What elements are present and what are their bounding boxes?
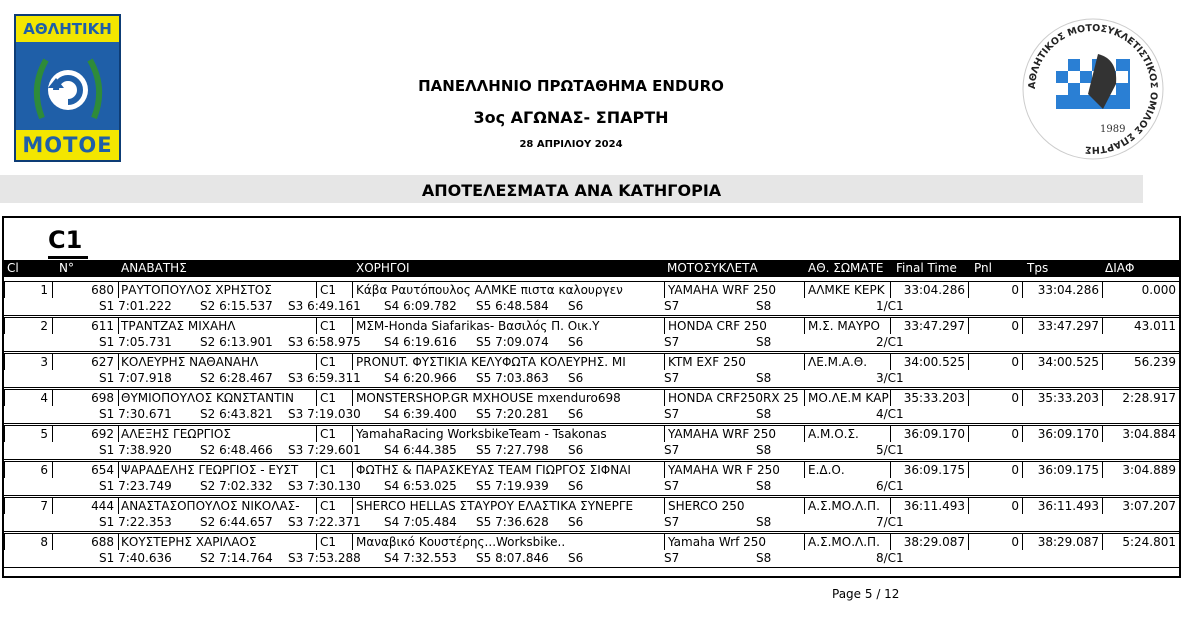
cell-pos: 3: [4, 353, 52, 370]
split-rank: 1/C1: [876, 299, 904, 313]
cell-club: ΑΛΜΚΕ ΚΕΡΚ: [804, 281, 890, 298]
cell-final: 36:09.175: [890, 461, 968, 478]
split-s1: S1 7:38.920: [99, 443, 172, 457]
table-row: [4, 353, 1179, 370]
cell-final: 34:00.525: [890, 353, 968, 370]
table-row: [4, 389, 1179, 406]
cell-pnl: 0: [968, 317, 1022, 334]
table-row: [4, 461, 1179, 478]
motoe-logo: [14, 14, 121, 162]
cell-club: Ε.Δ.Ο.: [804, 461, 890, 478]
split-s2: S2 7:14.764: [200, 551, 273, 565]
split-s5: S5 7:20.281: [476, 407, 549, 421]
cell-rider: ΑΝΑΣΤΑΣΟΠΟΥΛΟΣ ΝΙΚΟΛΑΣ-: [118, 497, 316, 514]
cell-diff: 56.239: [1102, 353, 1179, 370]
row-divider: [4, 531, 1179, 532]
cell-num: 680: [52, 281, 118, 298]
cell-pnl: 0: [968, 461, 1022, 478]
split-s3: S3 6:49.161: [288, 299, 361, 313]
split-s3: S3 6:58.975: [288, 335, 361, 349]
row-divider: [4, 351, 1179, 352]
split-times-row: [4, 406, 1179, 423]
cell-tps: 36:09.170: [1022, 425, 1102, 442]
cell-cls: C1: [316, 461, 352, 478]
split-s2: S2 6:13.901: [200, 335, 273, 349]
cell-club: ΛΕ.Μ.Α.Θ.: [804, 353, 890, 370]
cell-club: Α.Σ.ΜΟ.Λ.Π.: [804, 497, 890, 514]
table-row: [4, 317, 1179, 334]
cell-club: ΜΟ.ΛΕ.Μ ΚΑΡ: [804, 389, 890, 406]
cell-pnl: 0: [968, 425, 1022, 442]
split-rank: 8/C1: [876, 551, 904, 565]
row-divider: [4, 459, 1179, 460]
split-rank: 4/C1: [876, 407, 904, 421]
cell-final: 36:11.493: [890, 497, 968, 514]
emblem-ring-text: ΑΘΛΗΤΙΚΟΣ ΜΟΤΟΣΥΚΛΕΤΙΣΤΙΚΟΣ ΟΜΙΛΟΣ ΣΠΑΡΤΗΣ: [1026, 22, 1160, 156]
cell-cls: C1: [316, 281, 352, 298]
cell-pnl: 0: [968, 533, 1022, 550]
cell-num: 444: [52, 497, 118, 514]
split-s4: S4 6:39.400: [384, 407, 457, 421]
cell-num: 698: [52, 389, 118, 406]
table-row: [4, 425, 1179, 442]
cell-cls: C1: [316, 533, 352, 550]
laurel-arrow-icon: [28, 48, 108, 128]
page-number: Page 5 / 12: [832, 587, 900, 601]
col-sponsor: ΧΟΡΗΓΟΙ: [356, 261, 410, 275]
split-s6: S6: [568, 371, 584, 385]
split-s8: S8: [756, 479, 772, 493]
split-s7: S7: [664, 299, 680, 313]
col-club: ΑΘ. ΣΩΜΑΤΕ: [808, 261, 884, 275]
event-date: 28 ΑΠΡΙΛΙΟΥ 2024: [519, 139, 623, 150]
section-title: ΑΠΟΤΕΛΕΣΜΑΤΑ ΑΝΑ ΚΑΤΗΓΟΡΙΑ: [421, 181, 722, 200]
event-title: 3ος ΑΓΩΝΑΣ- ΣΠΑΡΤΗ: [473, 108, 669, 127]
cell-club: Μ.Σ. ΜΑΥΡΟ: [804, 317, 890, 334]
row-divider: [4, 495, 1179, 496]
row-divider: [4, 423, 1179, 424]
cell-pnl: 0: [968, 389, 1022, 406]
emblem-year: 1989: [1100, 124, 1126, 135]
cell-diff: 2:28.917: [1102, 389, 1179, 406]
category-underline: [48, 256, 88, 259]
split-times-row: [4, 514, 1179, 531]
split-s8: S8: [756, 299, 772, 313]
cell-num: 692: [52, 425, 118, 442]
cell-num: 688: [52, 533, 118, 550]
split-s6: S6: [568, 443, 584, 457]
split-s6: S6: [568, 299, 584, 313]
split-times-row: [4, 478, 1179, 495]
split-s4: S4 7:05.484: [384, 515, 457, 529]
cell-diff: 0.000: [1102, 281, 1179, 298]
split-times-row: [4, 550, 1179, 567]
col-rider: ΑΝΑΒΑΤΗΣ: [121, 261, 187, 275]
cell-club: Α.Σ.ΜΟ.Λ.Π.: [804, 533, 890, 550]
cell-final: 33:04.286: [890, 281, 968, 298]
split-s1: S1 7:22.353: [99, 515, 172, 529]
split-s4: S4 7:32.553: [384, 551, 457, 565]
cell-tps: 36:11.493: [1022, 497, 1102, 514]
cell-pos: 4: [4, 389, 52, 406]
cell-rider: ΚΟΥΣΤΕΡΗΣ ΧΑΡΙΛΑΟΣ: [118, 533, 316, 550]
split-rank: 7/C1: [876, 515, 904, 529]
cell-club: Α.Μ.Ο.Σ.: [804, 425, 890, 442]
cell-sponsor: ΦΩΤΗΣ & ΠΑΡΑΣΚΕΥΑΣ TEAM ΓΙΩΡΓΟΣ ΣΙΦΝΑΙ: [352, 461, 664, 478]
split-s1: S1 7:30.671: [99, 407, 172, 421]
cell-bike: YAMAHA WRF 250: [664, 281, 804, 298]
split-s8: S8: [756, 335, 772, 349]
cell-sponsor: ΜΣΜ-Honda Siafarikas- Βασιλός Π. Οικ.Υ: [352, 317, 664, 334]
cell-rider: ΘΥΜΙΟΠΟΥΛΟΣ ΚΩΝΣΤΑΝΤΙΝ: [118, 389, 316, 406]
split-s7: S7: [664, 443, 680, 457]
split-s4: S4 6:20.966: [384, 371, 457, 385]
logo-bottom-text: ΜΟΤΟΕ: [16, 130, 119, 160]
col-num: N°: [59, 261, 74, 275]
split-s2: S2 6:43.821: [200, 407, 273, 421]
cell-diff: 3:04.889: [1102, 461, 1179, 478]
cell-num: 654: [52, 461, 118, 478]
category-label: C1: [48, 226, 83, 254]
cell-rider: ΚΟΛΕΥΡΗΣ ΝΑΘΑΝΑΗΛ: [118, 353, 316, 370]
cell-rider: ΡΑΥΤΟΠΟΥΛΟΣ ΧΡΗΣΤΟΣ: [118, 281, 316, 298]
cell-final: 38:29.087: [890, 533, 968, 550]
cell-tps: 33:47.297: [1022, 317, 1102, 334]
split-s3: S3 7:22.371: [288, 515, 361, 529]
cell-final: 35:33.203: [890, 389, 968, 406]
cell-tps: 38:29.087: [1022, 533, 1102, 550]
split-s1: S1 7:40.636: [99, 551, 172, 565]
split-s6: S6: [568, 335, 584, 349]
cell-pos: 8: [4, 533, 52, 550]
cell-tps: 36:09.175: [1022, 461, 1102, 478]
split-times-row: [4, 442, 1179, 459]
cell-cls: C1: [316, 389, 352, 406]
split-s1: S1 7:05.731: [99, 335, 172, 349]
cell-bike: KTM EXF 250: [664, 353, 804, 370]
cell-tps: 35:33.203: [1022, 389, 1102, 406]
cell-bike: Yamaha Wrf 250: [664, 533, 804, 550]
cell-bike: HONDA CRF 250: [664, 317, 804, 334]
logo-top-text: ΑΘΛΗΤΙΚΗ: [16, 16, 119, 42]
split-rank: 2/C1: [876, 335, 904, 349]
split-s3: S3 7:19.030: [288, 407, 361, 421]
cell-rider: ΑΛΕΞΗΣ ΓΕΩΡΓΙΟΣ: [118, 425, 316, 442]
split-times-row: [4, 334, 1179, 351]
split-s6: S6: [568, 407, 584, 421]
cell-diff: 5:24.801: [1102, 533, 1179, 550]
split-s8: S8: [756, 515, 772, 529]
split-s5: S5 7:36.628: [476, 515, 549, 529]
cell-pos: 2: [4, 317, 52, 334]
split-s8: S8: [756, 407, 772, 421]
split-s7: S7: [664, 479, 680, 493]
split-s7: S7: [664, 515, 680, 529]
split-rank: 6/C1: [876, 479, 904, 493]
cell-bike: HONDA CRF250RX 25: [664, 389, 804, 406]
split-s8: S8: [756, 551, 772, 565]
cell-bike: SHERCO 250: [664, 497, 804, 514]
cell-sponsor: YamahaRacing WorksbikeTeam - Tsakonas: [352, 425, 664, 442]
cell-tps: 34:00.525: [1022, 353, 1102, 370]
split-s6: S6: [568, 479, 584, 493]
split-s5: S5 7:27.798: [476, 443, 549, 457]
cell-rider: ΨΑΡΑΔΕΛΗΣ ΓΕΩΡΓΙΟΣ - ΕΥΣΤ: [118, 461, 316, 478]
split-s3: S3 7:53.288: [288, 551, 361, 565]
cell-sponsor: SHERCO HELLAS ΣΤΑΥΡΟΥ ΕΛΑΣΤΙΚΑ ΣΥΝΕΡΓΕ: [352, 497, 664, 514]
cell-pos: 1: [4, 281, 52, 298]
cell-pos: 7: [4, 497, 52, 514]
split-s2: S2 6:15.537: [200, 299, 273, 313]
col-pnl: Pnl: [974, 261, 992, 275]
cell-num: 611: [52, 317, 118, 334]
cell-tps: 33:04.286: [1022, 281, 1102, 298]
row-divider: [4, 567, 1179, 568]
cell-cls: C1: [316, 353, 352, 370]
col-bike: ΜΟΤΟΣΥΚΛΕΤΑ: [667, 261, 758, 275]
table-row: [4, 281, 1179, 298]
cell-final: 36:09.170: [890, 425, 968, 442]
col-final: Final Time: [896, 261, 957, 275]
split-s8: S8: [756, 443, 772, 457]
split-s7: S7: [664, 407, 680, 421]
cell-pos: 6: [4, 461, 52, 478]
cell-sponsor: MONSTERSHOP.GR MXHOUSE mxenduro698: [352, 389, 664, 406]
cell-rider: ΤΡΑΝΤΖΑΣ ΜΙΧΑΗΛ: [118, 317, 316, 334]
cell-diff: 3:04.884: [1102, 425, 1179, 442]
table-header: [4, 260, 1179, 277]
split-s8: S8: [756, 371, 772, 385]
row-divider: [4, 315, 1179, 316]
cell-sponsor: PRONUT. ΦΥΣΤΙΚΙΑ ΚΕΛΥΦΩΤΑ ΚΟΛΕΥΡΗΣ. ΜΙ: [352, 353, 664, 370]
club-emblem-logo: [1018, 14, 1168, 164]
split-s2: S2 6:28.467: [200, 371, 273, 385]
split-s7: S7: [664, 551, 680, 565]
split-s2: S2 6:48.466: [200, 443, 273, 457]
cell-cls: C1: [316, 425, 352, 442]
cell-cls: C1: [316, 317, 352, 334]
split-s7: S7: [664, 371, 680, 385]
split-s2: S2 7:02.332: [200, 479, 273, 493]
split-s6: S6: [568, 551, 584, 565]
cell-bike: YAMAHA WR F 250: [664, 461, 804, 478]
split-s1: S1 7:23.749: [99, 479, 172, 493]
split-times-row: [4, 298, 1179, 315]
championship-title: ΠΑΝΕΛΛΗΝΙΟ ΠΡΩΤΑΘΗΜΑ ENDURO: [418, 77, 724, 95]
split-s3: S3 7:29.601: [288, 443, 361, 457]
split-s5: S5 7:03.863: [476, 371, 549, 385]
split-s7: S7: [664, 335, 680, 349]
split-s3: S3 6:59.311: [288, 371, 361, 385]
split-s1: S1 7:07.918: [99, 371, 172, 385]
split-s5: S5 7:09.074: [476, 335, 549, 349]
split-s4: S4 6:44.385: [384, 443, 457, 457]
cell-pnl: 0: [968, 353, 1022, 370]
split-s5: S5 6:48.584: [476, 299, 549, 313]
split-s5: S5 7:19.939: [476, 479, 549, 493]
split-s4: S4 6:53.025: [384, 479, 457, 493]
cell-diff: 3:07.207: [1102, 497, 1179, 514]
cell-num: 627: [52, 353, 118, 370]
col-tps: Tps: [1027, 261, 1049, 275]
cell-bike: YAMAHA WRF 250: [664, 425, 804, 442]
col-diff: ΔΙΑΦ: [1105, 261, 1135, 275]
split-s2: S2 6:44.657: [200, 515, 273, 529]
split-times-row: [4, 370, 1179, 387]
row-divider: [4, 387, 1179, 388]
cell-cls: C1: [316, 497, 352, 514]
col-cl: Cl: [7, 261, 19, 275]
split-s1: S1 7:01.222: [99, 299, 172, 313]
cell-pos: 5: [4, 425, 52, 442]
cell-diff: 43.011: [1102, 317, 1179, 334]
split-s5: S5 8:07.846: [476, 551, 549, 565]
cell-sponsor: Μαναβικό Κουστέρης...Worksbike..: [352, 533, 664, 550]
cell-sponsor: Κάβα Ραυτόπουλος ΑΛΜΚΕ πιστα καλουργεν: [352, 281, 664, 298]
split-s6: S6: [568, 515, 584, 529]
split-rank: 5/C1: [876, 443, 904, 457]
split-s3: S3 7:30.130: [288, 479, 361, 493]
table-row: [4, 533, 1179, 550]
cell-final: 33:47.297: [890, 317, 968, 334]
split-s4: S4 6:19.616: [384, 335, 457, 349]
table-row: [4, 497, 1179, 514]
split-s4: S4 6:09.782: [384, 299, 457, 313]
cell-pnl: 0: [968, 497, 1022, 514]
split-rank: 3/C1: [876, 371, 904, 385]
cell-pnl: 0: [968, 281, 1022, 298]
